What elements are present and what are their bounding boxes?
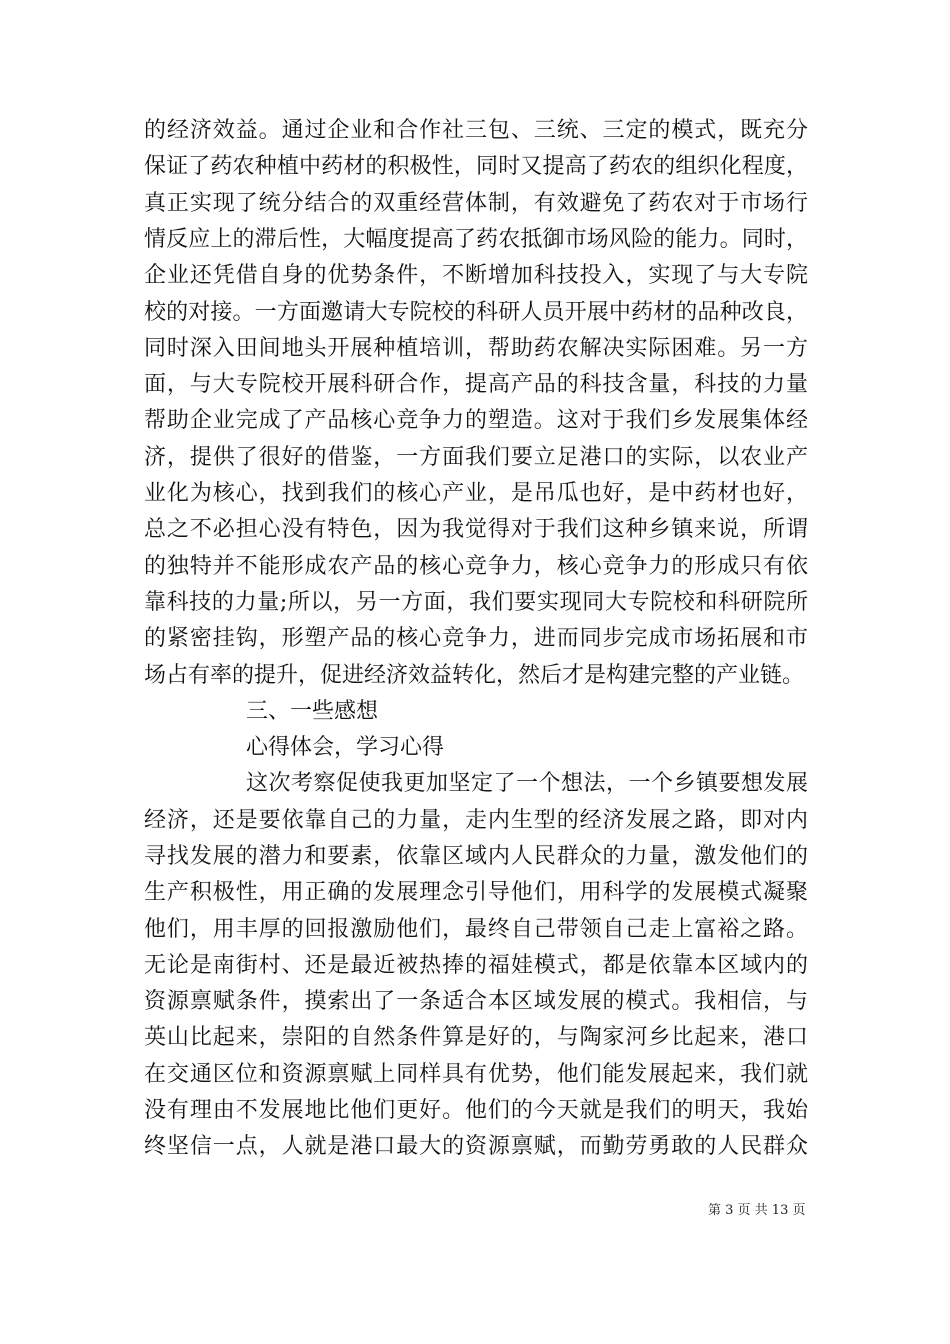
body-text-line: 这次考察促使我更加坚定了一个想法，一个乡镇要想发展	[246, 771, 808, 796]
page-footer: 第 3 页 共 13 页	[708, 1203, 806, 1218]
body-text-line: 终坚信一点，人就是港口最大的资源禀赋，而勤劳勇敢的人民群众	[144, 1134, 808, 1159]
body-text-line: 帮助企业完成了产品核心竞争力的塑造。这对于我们乡发展集体经	[144, 408, 808, 433]
body-text-line: 的独特并不能形成农产品的核心竞争力，核心竞争力的形成只有依	[144, 554, 808, 579]
body-text-line: 靠科技的力量;所以，另一方面，我们要实现同大专院校和科研院所	[144, 590, 808, 615]
body-text-line: 业化为核心，找到我们的核心产业，是吊瓜也好，是中药材也好，	[144, 481, 808, 506]
body-text-line: 同时深入田间地头开展种植培训，帮助药农解决实际困难。另一方	[144, 336, 808, 361]
body-text-line: 资源禀赋条件，摸索出了一条适合本区域发展的模式。我相信，与	[144, 989, 808, 1014]
body-text-line: 经济，还是要依靠自己的力量，走内生型的经济发展之路，即对内	[144, 808, 808, 833]
body-text-line: 济，提供了很好的借鉴，一方面我们要立足港口的实际，以农业产	[144, 445, 808, 470]
body-text-line: 企业还凭借自身的优势条件，不断增加科技投入，实现了与大专院	[144, 263, 808, 288]
body-text-line: 的经济效益。通过企业和合作社三包、三统、三定的模式，既充分	[144, 118, 808, 143]
body-text-line: 总之不必担心没有特色，因为我觉得对于我们这种乡镇来说，所谓	[144, 517, 808, 542]
section-heading: 三、一些感想	[246, 699, 379, 724]
body-text-line: 生产积极性，用正确的发展理念引导他们，用科学的发展模式凝聚	[144, 880, 808, 905]
body-text-line: 场占有率的提升，促进经济效益转化，然后才是构建完整的产业链。	[144, 663, 805, 688]
body-text-line: 在交通区位和资源禀赋上同样具有优势，他们能发展起来，我们就	[144, 1062, 808, 1087]
body-text-line: 校的对接。一方面邀请大专院校的科研人员开展中药材的品种改良，	[144, 300, 808, 325]
body-text-line: 真正实现了统分结合的双重经营体制，有效避免了药农对于市场行	[144, 191, 808, 216]
body-text-line: 保证了药农种植中药材的积极性，同时又提高了药农的组织化程度，	[144, 154, 808, 179]
subheading: 心得体会，学习心得	[246, 735, 445, 760]
body-text-line: 无论是南街村、还是最近被热捧的福娃模式，都是依靠本区域内的	[144, 953, 808, 978]
body-text-line: 的紧密挂钩，形塑产品的核心竞争力，进而同步完成市场拓展和市	[144, 626, 808, 651]
body-text-line: 情反应上的滞后性，大幅度提高了药农抵御市场风险的能力。同时，	[144, 227, 808, 252]
body-text-line: 面，与大专院校开展科研合作，提高产品的科技含量，科技的力量	[144, 372, 808, 397]
body-text-line: 他们，用丰厚的回报激励他们，最终自己带领自己走上富裕之路。	[144, 917, 808, 942]
body-text-line: 没有理由不发展地比他们更好。他们的今天就是我们的明天，我始	[144, 1098, 808, 1123]
body-text-line: 寻找发展的潜力和要素，依靠区域内人民群众的力量，激发他们的	[144, 844, 808, 869]
body-text-line: 英山比起来，崇阳的自然条件算是好的，与陶家河乡比起来，港口	[144, 1025, 808, 1050]
